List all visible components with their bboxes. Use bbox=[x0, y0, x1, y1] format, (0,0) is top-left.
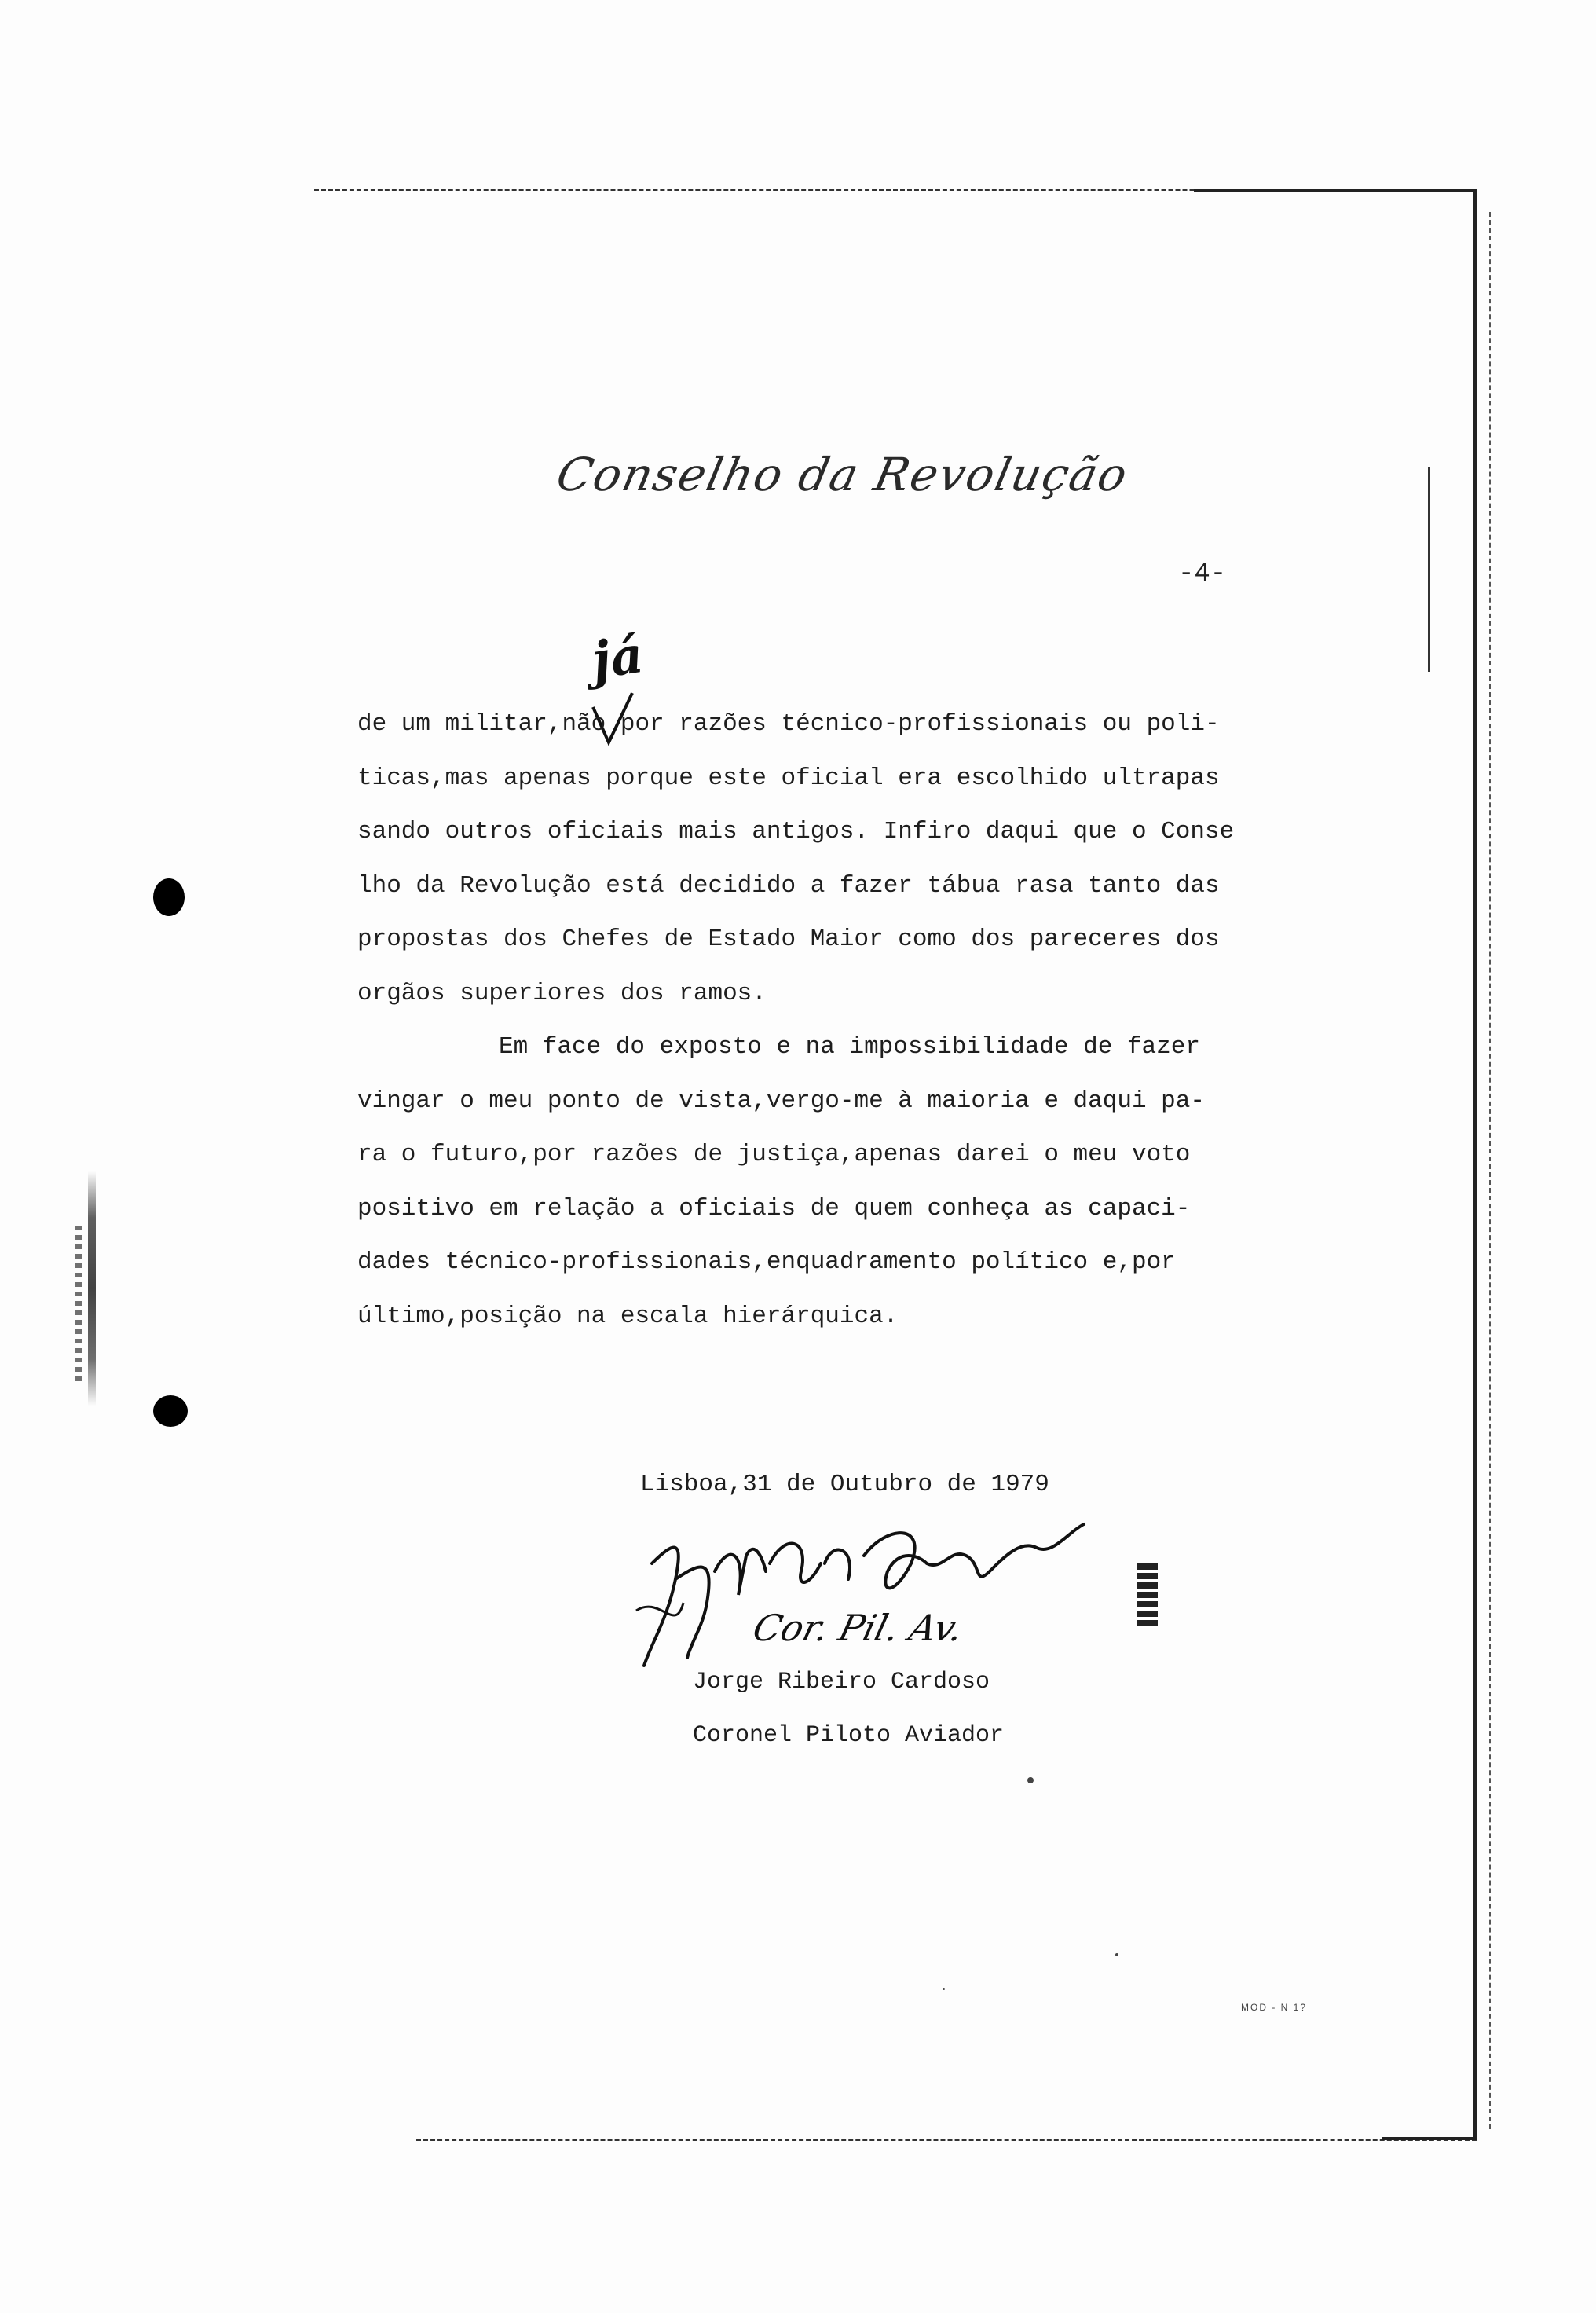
body-line: positivo em relação a oficiais de quem conheça as capaci- bbox=[357, 1194, 1191, 1222]
page-number: -4- bbox=[1178, 559, 1227, 589]
letterhead-title: Conselho da Revolução bbox=[551, 448, 1133, 501]
place-and-date: Lisboa,31 de Outubro de 1979 bbox=[640, 1471, 1049, 1498]
body-line: Em face do exposto e na impossibilidade de fazer bbox=[499, 1033, 1200, 1061]
body-line: propostas dos Chefes de Estado Maior como dos pareceres dos bbox=[357, 926, 1220, 953]
frame-bottom-solid-line bbox=[1382, 2137, 1477, 2140]
body-line: último,posição na escala hierárquica. bbox=[357, 1302, 899, 1330]
binding-streak bbox=[88, 1171, 96, 1406]
form-code: MOD - N 1? bbox=[1241, 2002, 1308, 2013]
body-line: ra o futuro,por razões de justiça,apenas darei o meu voto bbox=[357, 1141, 1191, 1168]
body-line: sando outros oficiais mais antigos. Infiro daqui que o Conse bbox=[357, 818, 1235, 845]
frame-right-dashed-line bbox=[1489, 212, 1491, 2129]
punch-hole-top bbox=[153, 878, 185, 916]
scan-speck bbox=[1027, 1777, 1034, 1783]
signature-annotation: Cor. Pil. Av. bbox=[749, 1607, 968, 1649]
body-line: ticas,mas apenas porque este oficial era escolhido ultrapas bbox=[357, 764, 1220, 792]
margin-mark bbox=[1428, 467, 1430, 672]
handwritten-insertion: já bbox=[588, 625, 647, 691]
letter-body bbox=[357, 698, 1235, 1343]
body-line: vingar o meu ponto de vista,vergo-me à maioria e daqui pa- bbox=[357, 1087, 1205, 1115]
binding-streak-secondary bbox=[75, 1226, 82, 1383]
punch-hole-bottom bbox=[153, 1395, 188, 1427]
margin-stamp bbox=[1137, 1563, 1158, 1628]
scan-speck bbox=[1115, 1953, 1118, 1956]
frame-bottom-line bbox=[416, 2139, 1477, 2141]
body-line: de um militar,não por razões técnico-profissionais ou poli- bbox=[357, 710, 1220, 738]
body-line: lho da Revolução está decidido a fazer tábua rasa tanto das bbox=[357, 871, 1220, 900]
frame-right-line bbox=[1473, 190, 1477, 2139]
handwritten-signature bbox=[628, 1508, 1100, 1689]
frame-top-solid-line bbox=[1194, 189, 1477, 192]
signer-title: Coronel Piloto Aviador bbox=[693, 1722, 1005, 1749]
body-line: dades técnico-profissionais,enquadramento político e,por bbox=[357, 1248, 1176, 1276]
signer-name: Jorge Ribeiro Cardoso bbox=[693, 1669, 990, 1695]
scan-speck bbox=[943, 1988, 945, 1990]
body-line: orgãos superiores dos ramos. bbox=[357, 979, 767, 1007]
